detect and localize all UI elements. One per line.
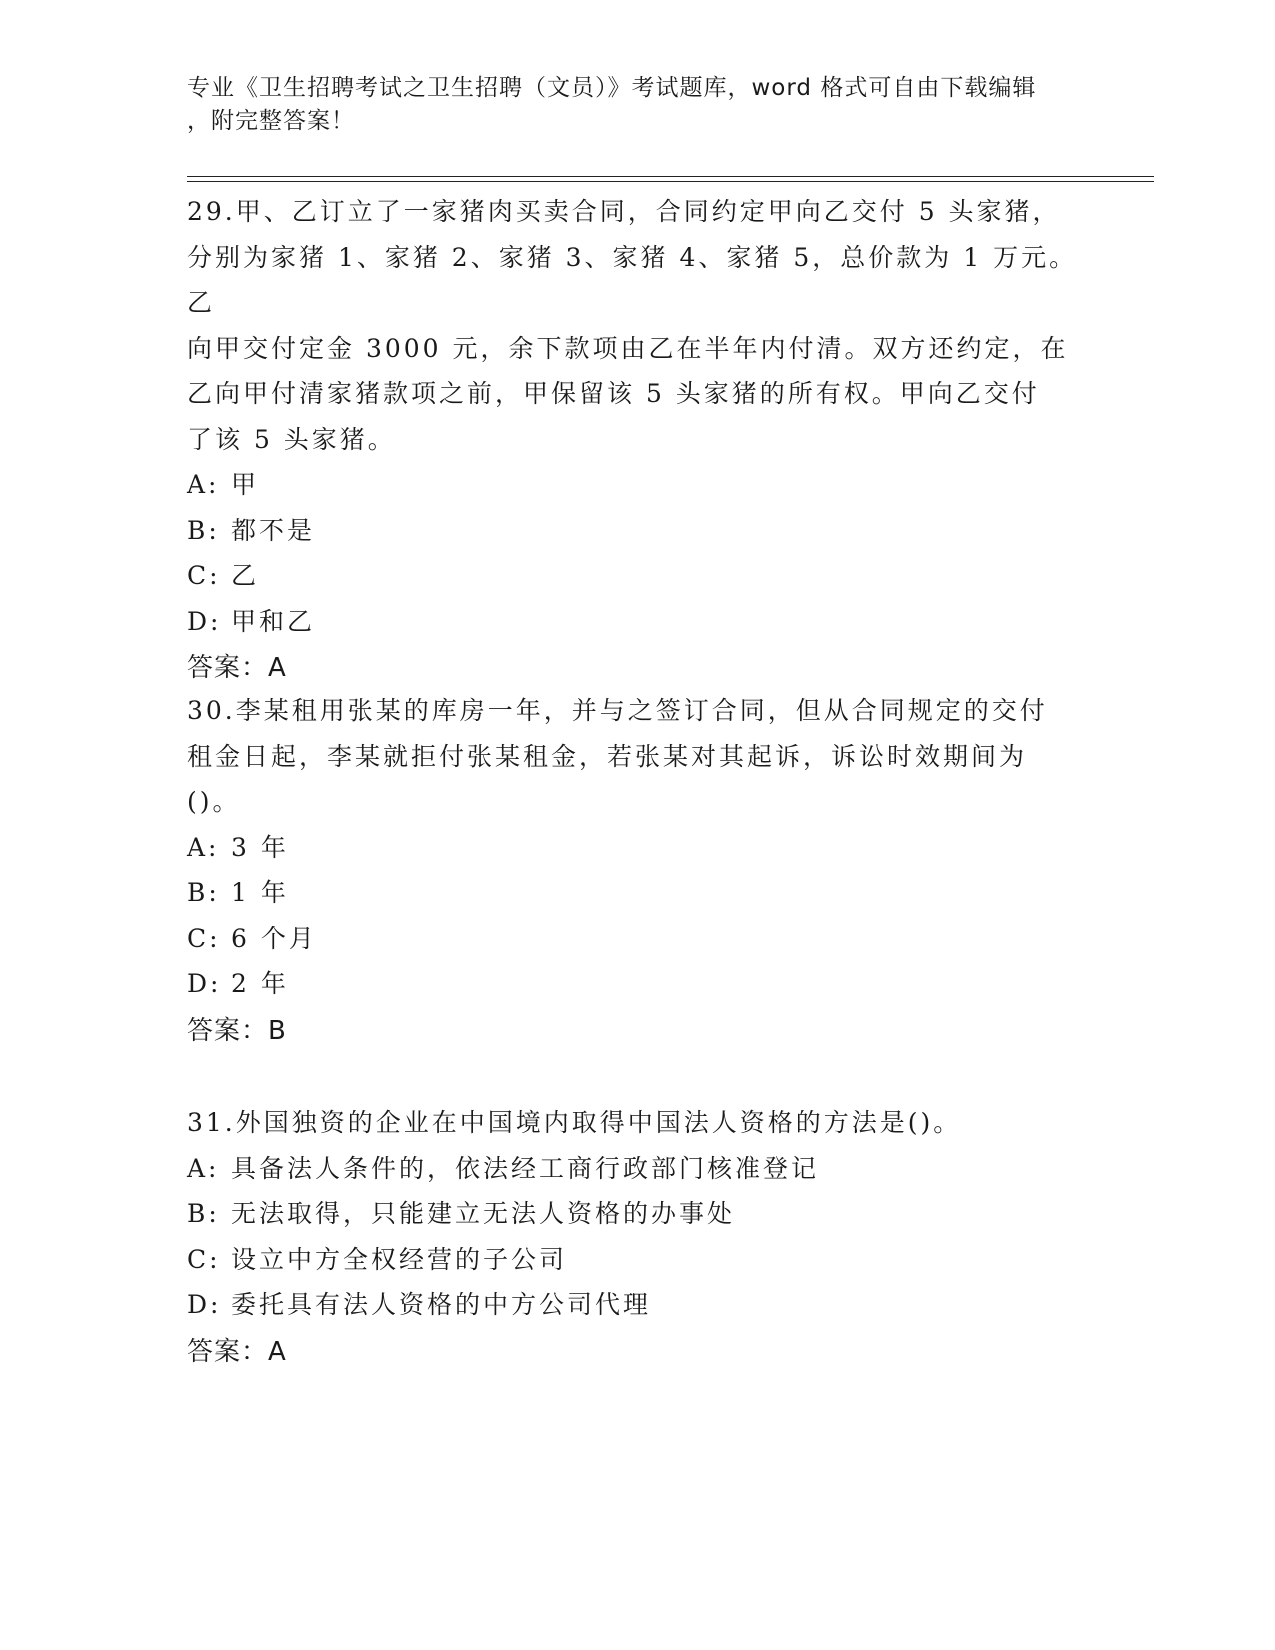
answer-line: 答案：A <box>187 1336 287 1367</box>
option-key: A: <box>187 832 220 862</box>
option-key: B: <box>187 878 220 907</box>
header-line-1: 专业《卫生招聘考试之卫生招聘（文员）》考试题库，word 格式可自由下载编辑 <box>187 75 1037 101</box>
option-key: C: <box>187 1244 221 1274</box>
option-b <box>187 870 1087 916</box>
option-key: B: <box>187 1199 220 1228</box>
option-a <box>187 462 1087 508</box>
question-30 <box>187 688 1087 1054</box>
option-text: 6 个月 <box>231 923 317 953</box>
option-key: A: <box>187 470 220 499</box>
header-rule-top <box>187 176 1154 177</box>
option-d <box>187 599 1087 645</box>
option-text: 无法取得，只能建立无法人资格的办事处 <box>231 1199 736 1228</box>
option-text: 乙 <box>231 561 260 590</box>
option-key: D: <box>187 606 222 636</box>
option-text: 设立中方全权经营的子公司 <box>231 1244 568 1274</box>
option-text: 1 年 <box>231 878 289 907</box>
option-b <box>187 508 1087 554</box>
page-header <box>187 72 1077 138</box>
answer-line: 答案：A <box>187 653 287 683</box>
option-a <box>187 825 1087 871</box>
option-text: 具备法人条件的，依法经工商行政部门核准登记 <box>231 1153 820 1183</box>
answer-line: 答案：B <box>187 1015 287 1046</box>
option-c <box>187 553 1087 599</box>
option-key: D: <box>187 969 222 998</box>
option-text: 都不是 <box>231 515 316 545</box>
option-d <box>187 961 1087 1007</box>
option-text: 3 年 <box>231 832 289 862</box>
header-rule-bottom <box>187 181 1154 182</box>
option-key: C: <box>187 561 221 590</box>
question-stem: 29.甲、乙订立了一家猪肉买卖合同，合同约定甲向乙交付 5 头家猪， 分别为家猪 1、家猪 2、家猪 3、家猪 4、家猪 5，总价款为 1 万元。乙 向甲交付定金 3000 元，余下款项由乙在半年内付清。双方还约定，在 乙向甲付清家猪款项之前，甲保留该 5 头家猪的所有权。甲向乙交付 了该 5 头家猪。 <box>187 197 1078 454</box>
option-text: 甲 <box>231 470 260 499</box>
option-text: 甲和乙 <box>231 606 316 636</box>
option-d <box>187 1282 1087 1328</box>
option-a <box>187 1146 1087 1192</box>
option-text: 2 年 <box>231 969 289 998</box>
option-key: B: <box>187 515 220 545</box>
question-29 <box>187 189 1087 691</box>
question-stem: 30.李某租用张某的库房一年，并与之签订合同，但从合同规定的交付 租金日起，李某就拒付张某租金，若张某对其起诉，诉讼时效期间为 ()。 <box>187 696 1048 816</box>
option-c <box>187 1237 1087 1283</box>
question-stem: 31.外国独资的企业在中国境内取得中国法人资格的方法是()。 <box>187 1108 962 1137</box>
option-c <box>187 916 1087 962</box>
option-text: 委托具有法人资格的中方公司代理 <box>231 1290 652 1319</box>
option-b <box>187 1191 1087 1237</box>
question-31 <box>187 1100 1087 1375</box>
option-key: A: <box>187 1153 220 1183</box>
option-key: D: <box>187 1290 222 1319</box>
header-line-2: ，附完整答案！ <box>187 108 355 134</box>
option-key: C: <box>187 923 221 953</box>
